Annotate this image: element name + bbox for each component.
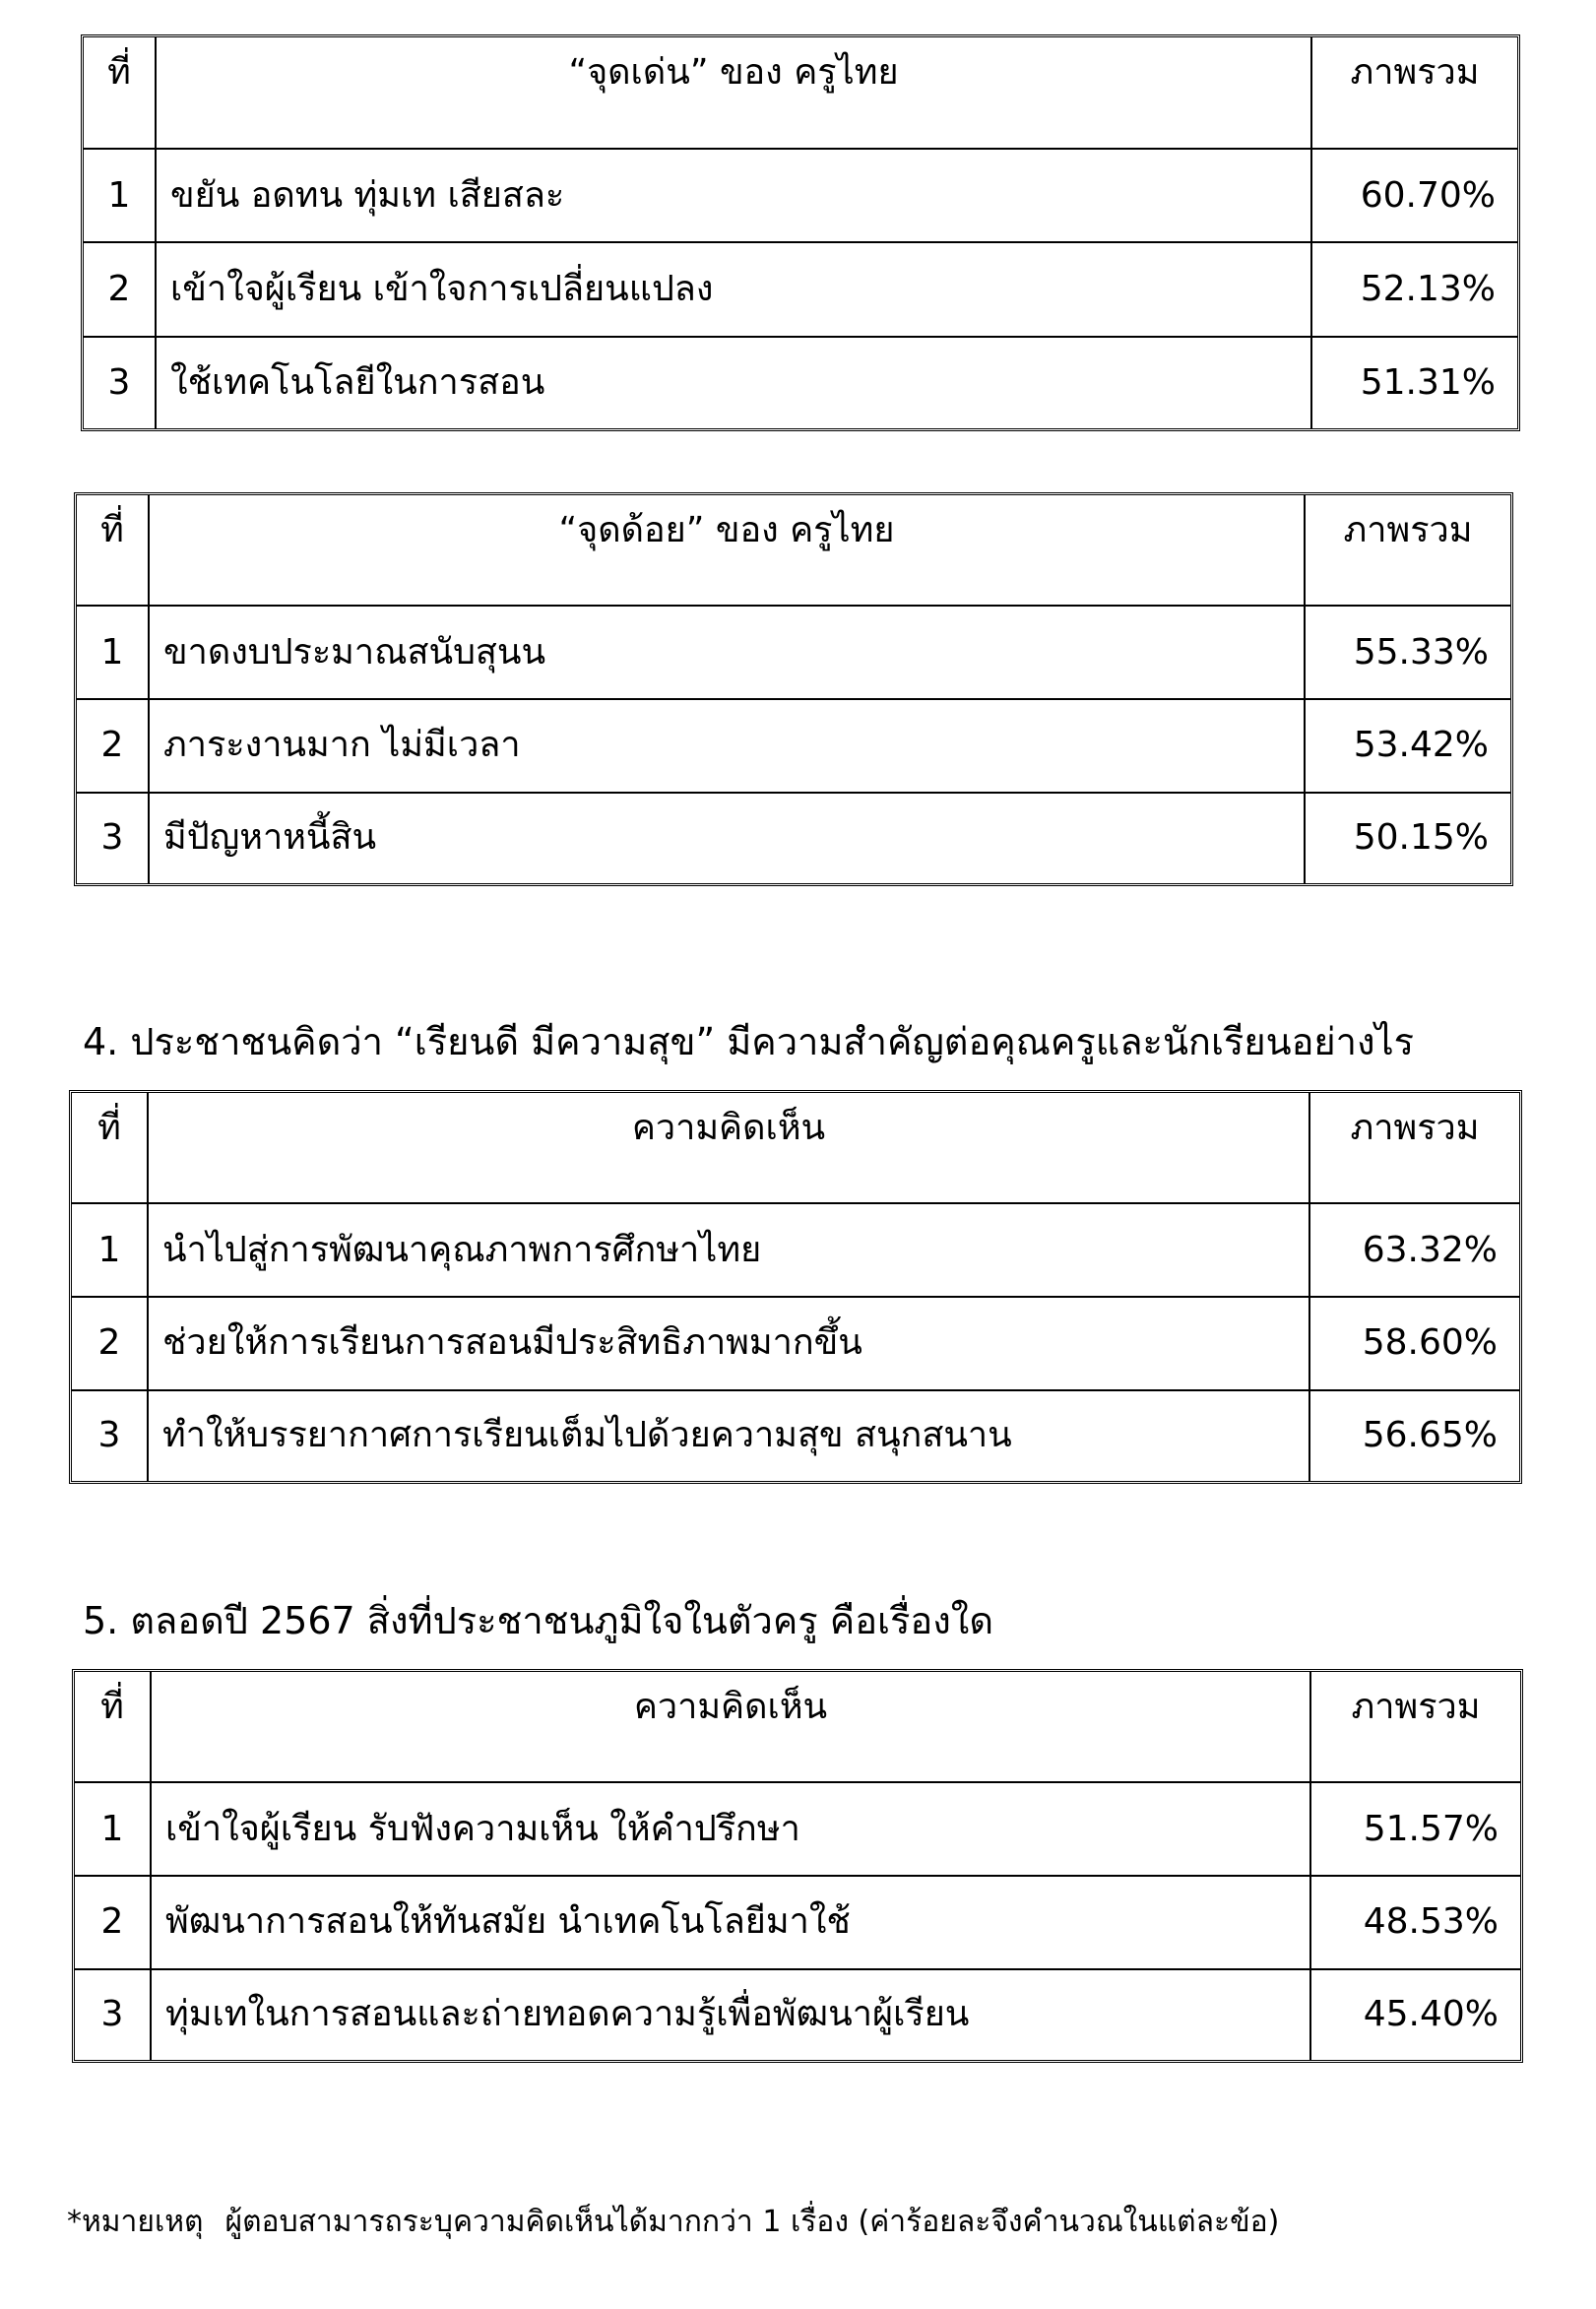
row-no: 2 xyxy=(84,242,156,336)
row-percent: 52.13% xyxy=(1311,242,1517,336)
footnote-text: ผู้ตอบสามารถระบุความคิดเห็นได้มากกว่า 1 เรื่อง (ค่าร้อยละจึงคำนวณในแต่ละข้อ) xyxy=(224,2205,1280,2239)
footnote-label: *หมายเหตุ xyxy=(67,2205,204,2239)
row-percent: 55.33% xyxy=(1305,606,1510,699)
header-title: “จุดด้อย” ของ ครูไทย xyxy=(149,495,1305,606)
row-no: 2 xyxy=(77,699,149,793)
table-row xyxy=(75,1876,1520,1969)
row-text: ทำให้บรรยากาศการเรียนเต็มไปด้วยความสุข สนุกสนาน xyxy=(148,1390,1309,1482)
row-no: 1 xyxy=(84,149,156,242)
question-5-table xyxy=(72,1669,1523,2063)
table-row xyxy=(77,699,1510,793)
table-row xyxy=(72,1390,1519,1482)
header-overall: ภาพรวม xyxy=(1311,37,1517,149)
row-no: 1 xyxy=(75,1782,151,1876)
row-text: ขยัน อดทน ทุ่มเท เสียสละ xyxy=(156,149,1311,242)
question-4-heading: 4. ประชาชนคิดว่า “เรียนดี มีความสุข” มีความสำคัญต่อคุณครูและนักเรียนอย่างไร xyxy=(83,1020,1415,1063)
header-title: ความคิดเห็น xyxy=(148,1093,1309,1203)
row-percent: 51.57% xyxy=(1310,1782,1520,1876)
strengths-table xyxy=(81,34,1520,431)
header-no: ที่ xyxy=(77,495,149,606)
question-4-table xyxy=(69,1090,1522,1484)
row-no: 3 xyxy=(75,1969,151,2061)
row-text: ขาดงบประมาณสนับสุนน xyxy=(149,606,1305,699)
row-percent: 60.70% xyxy=(1311,149,1517,242)
row-text: ใช้เทคโนโลยีในการสอน xyxy=(156,337,1311,428)
header-title: “จุดเด่น” ของ ครูไทย xyxy=(156,37,1311,149)
row-text: ทุ่มเทในการสอนและถ่ายทอดความรู้เพื่อพัฒนาผู้เรียน xyxy=(151,1969,1310,2061)
row-text: พัฒนาการสอนให้ทันสมัย นำเทคโนโลยีมาใช้ xyxy=(151,1876,1310,1969)
table-row xyxy=(75,1782,1520,1876)
table-header-row xyxy=(77,495,1510,606)
row-text: เข้าใจผู้เรียน เข้าใจการเปลี่ยนแปลง xyxy=(156,242,1311,336)
row-percent: 50.15% xyxy=(1305,793,1510,884)
header-no: ที่ xyxy=(84,37,156,149)
table-header-row xyxy=(84,37,1517,149)
header-overall: ภาพรวม xyxy=(1310,1672,1520,1782)
table-header-row xyxy=(75,1672,1520,1782)
row-no: 1 xyxy=(77,606,149,699)
row-text: นำไปสู่การพัฒนาคุณภาพการศึกษาไทย xyxy=(148,1203,1309,1297)
row-text: เข้าใจผู้เรียน รับฟังความเห็น ให้คำปรึกษา xyxy=(151,1782,1310,1876)
question-5-heading: 5. ตลอดปี 2567 สิ่งที่ประชาชนภูมิใจในตัวครู คือเรื่องใด xyxy=(83,1599,994,1642)
table-row xyxy=(72,1297,1519,1390)
row-percent: 56.65% xyxy=(1309,1390,1519,1482)
row-no: 2 xyxy=(72,1297,148,1390)
row-percent: 45.40% xyxy=(1310,1969,1520,2061)
row-percent: 53.42% xyxy=(1305,699,1510,793)
header-title: ความคิดเห็น xyxy=(151,1672,1310,1782)
table-row xyxy=(84,242,1517,336)
weaknesses-table xyxy=(74,492,1513,886)
footnote xyxy=(67,2199,1279,2245)
row-percent: 63.32% xyxy=(1309,1203,1519,1297)
row-percent: 51.31% xyxy=(1311,337,1517,428)
row-text: ช่วยให้การเรียนการสอนมีประสิทธิภาพมากขึ้น xyxy=(148,1297,1309,1390)
row-no: 2 xyxy=(75,1876,151,1969)
header-no: ที่ xyxy=(72,1093,148,1203)
table-row xyxy=(84,337,1517,428)
row-percent: 48.53% xyxy=(1310,1876,1520,1969)
row-percent: 58.60% xyxy=(1309,1297,1519,1390)
table-row xyxy=(72,1203,1519,1297)
table-row xyxy=(75,1969,1520,2061)
table-row xyxy=(77,606,1510,699)
row-text: มีปัญหาหนี้สิน xyxy=(149,793,1305,884)
row-text: ภาระงานมาก ไม่มีเวลา xyxy=(149,699,1305,793)
table-row xyxy=(84,149,1517,242)
header-overall: ภาพรวม xyxy=(1305,495,1510,606)
table-row xyxy=(77,793,1510,884)
table-header-row xyxy=(72,1093,1519,1203)
header-overall: ภาพรวม xyxy=(1309,1093,1519,1203)
row-no: 3 xyxy=(77,793,149,884)
row-no: 1 xyxy=(72,1203,148,1297)
row-no: 3 xyxy=(84,337,156,428)
header-no: ที่ xyxy=(75,1672,151,1782)
row-no: 3 xyxy=(72,1390,148,1482)
